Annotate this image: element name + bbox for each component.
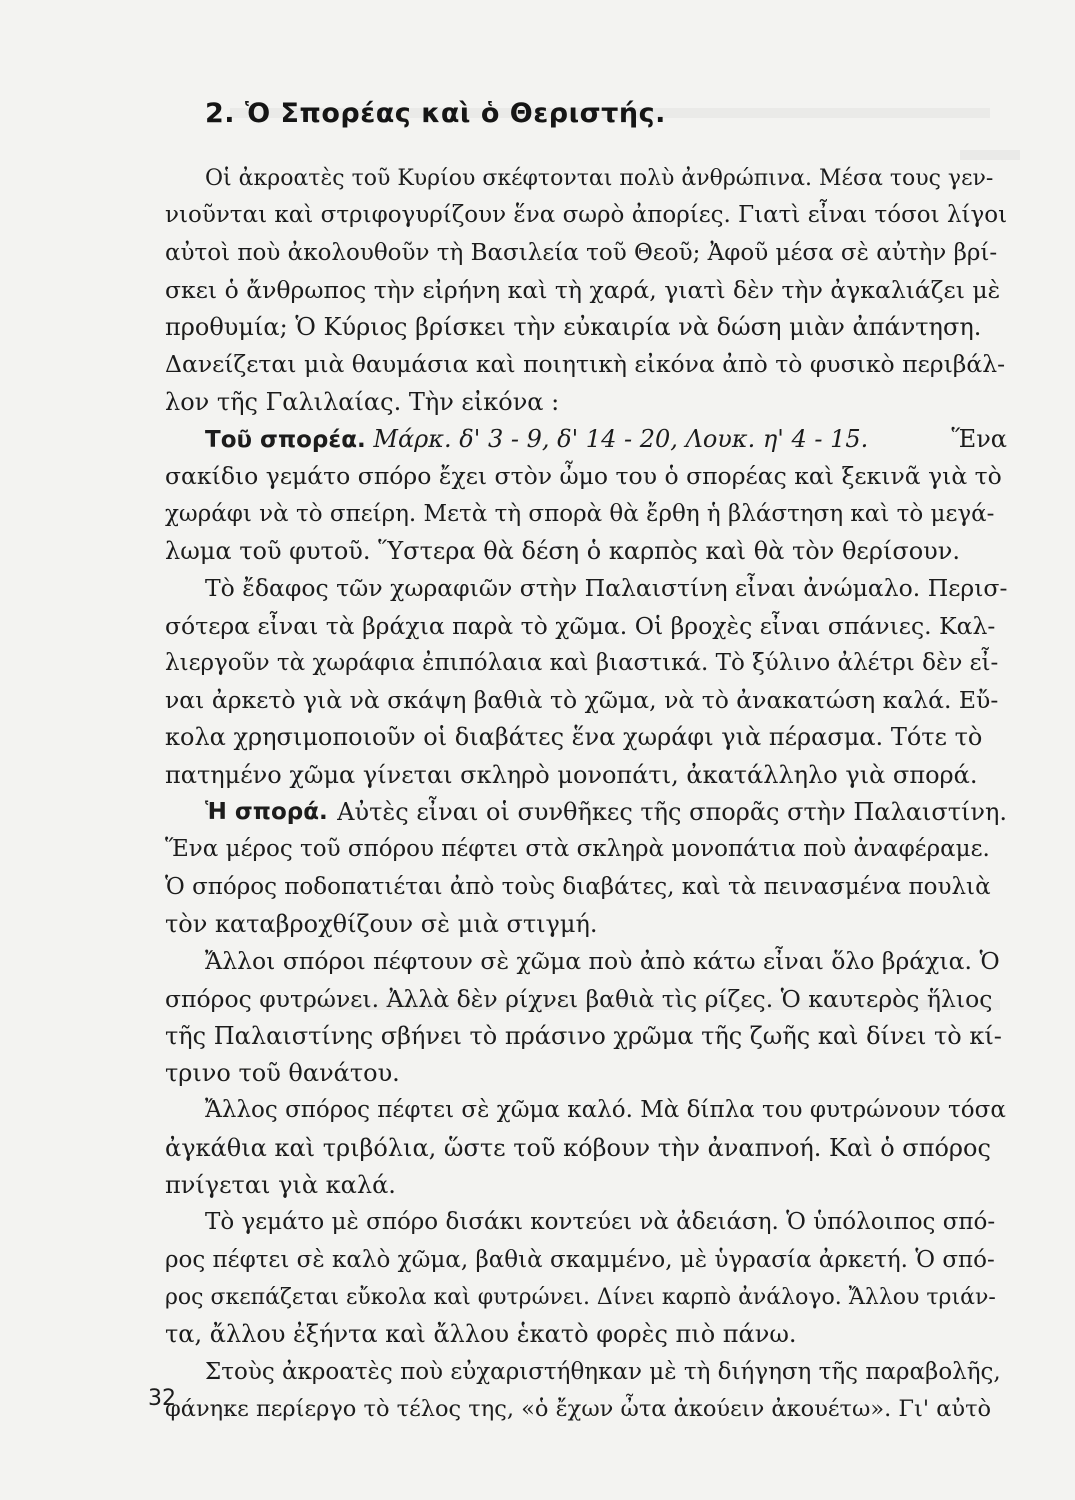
text-line: πνίγεται γιὰ καλά.: [165, 1171, 396, 1200]
text-line: Ἕνα μέρος τοῦ σπόρου πέφτει στὰ σκληρὰ μονοπάτια ποὺ ἀναφέραμε.: [165, 836, 990, 863]
text-line: Στοὺς ἀκροατὲς ποὺ εὐχαριστήθηκαν μὲ τὴ διήγηση τῆς παραβολῆς,: [205, 1358, 1001, 1385]
text-line: Τὸ γεμάτο μὲ σπόρο δισάκι κοντεύει νὰ ἀδειάση. Ὁ ὑπόλοιπος σπό-: [205, 1209, 996, 1236]
text-line: λωμα τοῦ φυτοῦ. Ὕστερα θὰ δέση ὁ καρπὸς καὶ θὰ τὸν θερίσουν.: [165, 536, 960, 565]
text-line: τὸν καταβροχθίζουν σὲ μιὰ στιγμή.: [165, 909, 598, 938]
text-line: Ἄλλοι σπόροι πέφτουν σὲ χῶμα ποὺ ἀπὸ κάτω εἶναι ὅλο βράχια. Ὁ: [205, 947, 1000, 976]
text-line: χωράφι νὰ τὸ σπείρη. Μετὰ τὴ σπορὰ θὰ ἔρθη ἡ βλάστηση καὶ τὸ μεγά-: [165, 500, 995, 527]
text-line: τῆς Παλαιστίνης σβήνει τὸ πράσινο χρῶμα τῆς ζωῆς καὶ δίνει τὸ κί-: [165, 1021, 1002, 1050]
text-line: Οἱ ἀκροατὲς τοῦ Κυρίου σκέφτονται πολὺ ἀνθρώπινα. Μέσα τους γεν-: [205, 166, 994, 191]
text-segment: Ἕνα: [951, 425, 1007, 454]
page-number: 32: [148, 1386, 176, 1411]
text-line: Τὸ ἔδαφος τῶν χωραφιῶν στὴν Παλαιστίνη εἶναι ἀνώμαλο. Περισ-: [205, 574, 1008, 603]
text-line: ναι ἀρκετὸ γιὰ νὰ σκάψη βαθιὰ τὸ χῶμα, νὰ τὸ ἀνακατώση καλά. Εὔ-: [165, 686, 999, 715]
text-line: σκει ὁ ἄνθρωπος τὴν εἰρήνη καὶ τὴ χαρά, γιατὶ δὲν τὴν ἀγκαλιάζει μὲ: [165, 275, 1001, 304]
text-line: τα, ἄλλου ἐξήντα καὶ ἄλλου ἑκατὸ φορὲς πιὸ πάνω.: [165, 1320, 797, 1349]
text-line: σότερα εἶναι τὰ βράχια παρὰ τὸ χῶμα. Οἱ βροχὲς εἶναι σπάνιες. Καλ-: [165, 611, 996, 640]
text-line: αὐτοὶ ποὺ ἀκολουθοῦν τὴ Βασιλεία τοῦ Θεοῦ; Ἀφοῦ μέσα σὲ αὐτὴν βρί-: [165, 239, 998, 266]
scripture-reference: Μάρκ. δ' 3 - 9, δ' 14 - 20, Λουκ. η' 4 - 15.: [373, 425, 869, 454]
text-line: λον τῆς Γαλιλαίας. Τὴν εἰκόνα :: [165, 387, 560, 416]
body-text: [165, 160, 1007, 1428]
text-line: λιεργοῦν τὰ χωράφια ἐπιπόλαια καὶ βιαστικά. Τὸ ξύλινο ἀλέτρι δὲν εἶ-: [165, 649, 999, 676]
text-line: κολα χρησιμοποιοῦν οἱ διαβάτες ἕνα χωράφι γιὰ πέρασμα. Τότε τὸ: [165, 723, 983, 752]
text-line: πατημένο χῶμα γίνεται σκληρὸ μονοπάτι, ἀκατάλληλο γιὰ σπορά.: [165, 760, 978, 789]
section-heading: 2. Ὁ Σπορέας καὶ ὁ Θεριστής.: [205, 98, 666, 129]
text-line: ρος πέφτει σὲ καλὸ χῶμα, βαθιὰ σκαμμένο, μὲ ὑγρασία ἀρκετή. Ὁ σπό-: [165, 1246, 995, 1273]
text-line: Ἄλλος σπόρος πέφτει σὲ χῶμα καλό. Μὰ δίπλα του φυτρώνουν τόσα: [205, 1097, 1006, 1124]
subheading-sowing: Ἡ σπορά.: [205, 799, 328, 826]
text-line: σπόρος φυτρώνει. Ἀλλὰ δὲν ρίχνει βαθιὰ τὶς ρίζες. Ὁ καυτερὸς ἥλιος: [165, 984, 993, 1013]
text-line-subheading: [165, 421, 1007, 458]
text-line: νιοῦνται καὶ στριφογυρίζουν ἕνα σωρὸ ἀπορίες. Γιατὶ εἶναι τόσοι λίγοι: [165, 202, 1008, 229]
text-line: φάνηκε περίεργο τὸ τέλος της, «ὁ ἔχων ὦτα ἀκούειν ἀκουέτω». Γι' αὐτὸ: [165, 1395, 992, 1422]
subheading-sower: Τοῦ σπορέα.: [205, 427, 366, 454]
text-line: σακίδιο γεμάτο σπόρο ἔχει στὸν ὦμο του ὁ σπορέας καὶ ξεκινᾶ γιὰ τὸ: [165, 462, 1002, 491]
text-segment: Αὐτὲς εἶναι οἱ συνθῆκες τῆς σπορᾶς στὴν Παλαιστίνη.: [337, 798, 1007, 827]
text-line: ἀγκάθια καὶ τριβόλια, ὥστε τοῦ κόβουν τὴν ἀναπνοή. Καὶ ὁ σπόρος: [165, 1133, 991, 1162]
text-line: τρινο τοῦ θανάτου.: [165, 1059, 400, 1088]
text-line: Δανείζεται μιὰ θαυμάσια καὶ ποιητικὴ εἰκόνα ἀπὸ τὸ φυσικὸ περιβάλ-: [165, 350, 1006, 379]
text-line-subheading: [165, 794, 1007, 831]
text-line: ρος σκεπάζεται εὔκολα καὶ φυτρώνει. Δίνει καρπὸ ἀνάλογο. Ἄλλου τριάν-: [165, 1284, 996, 1310]
text-line: προθυμία; Ὁ Κύριος βρίσκει τὴν εὐκαιρία νὰ δώση μιὰν ἀπάντηση.: [165, 313, 982, 342]
text-line: Ὁ σπόρος ποδοπατιέται ἀπὸ τοὺς διαβάτες, καὶ τὰ πεινασμένα πουλιὰ: [165, 873, 991, 900]
